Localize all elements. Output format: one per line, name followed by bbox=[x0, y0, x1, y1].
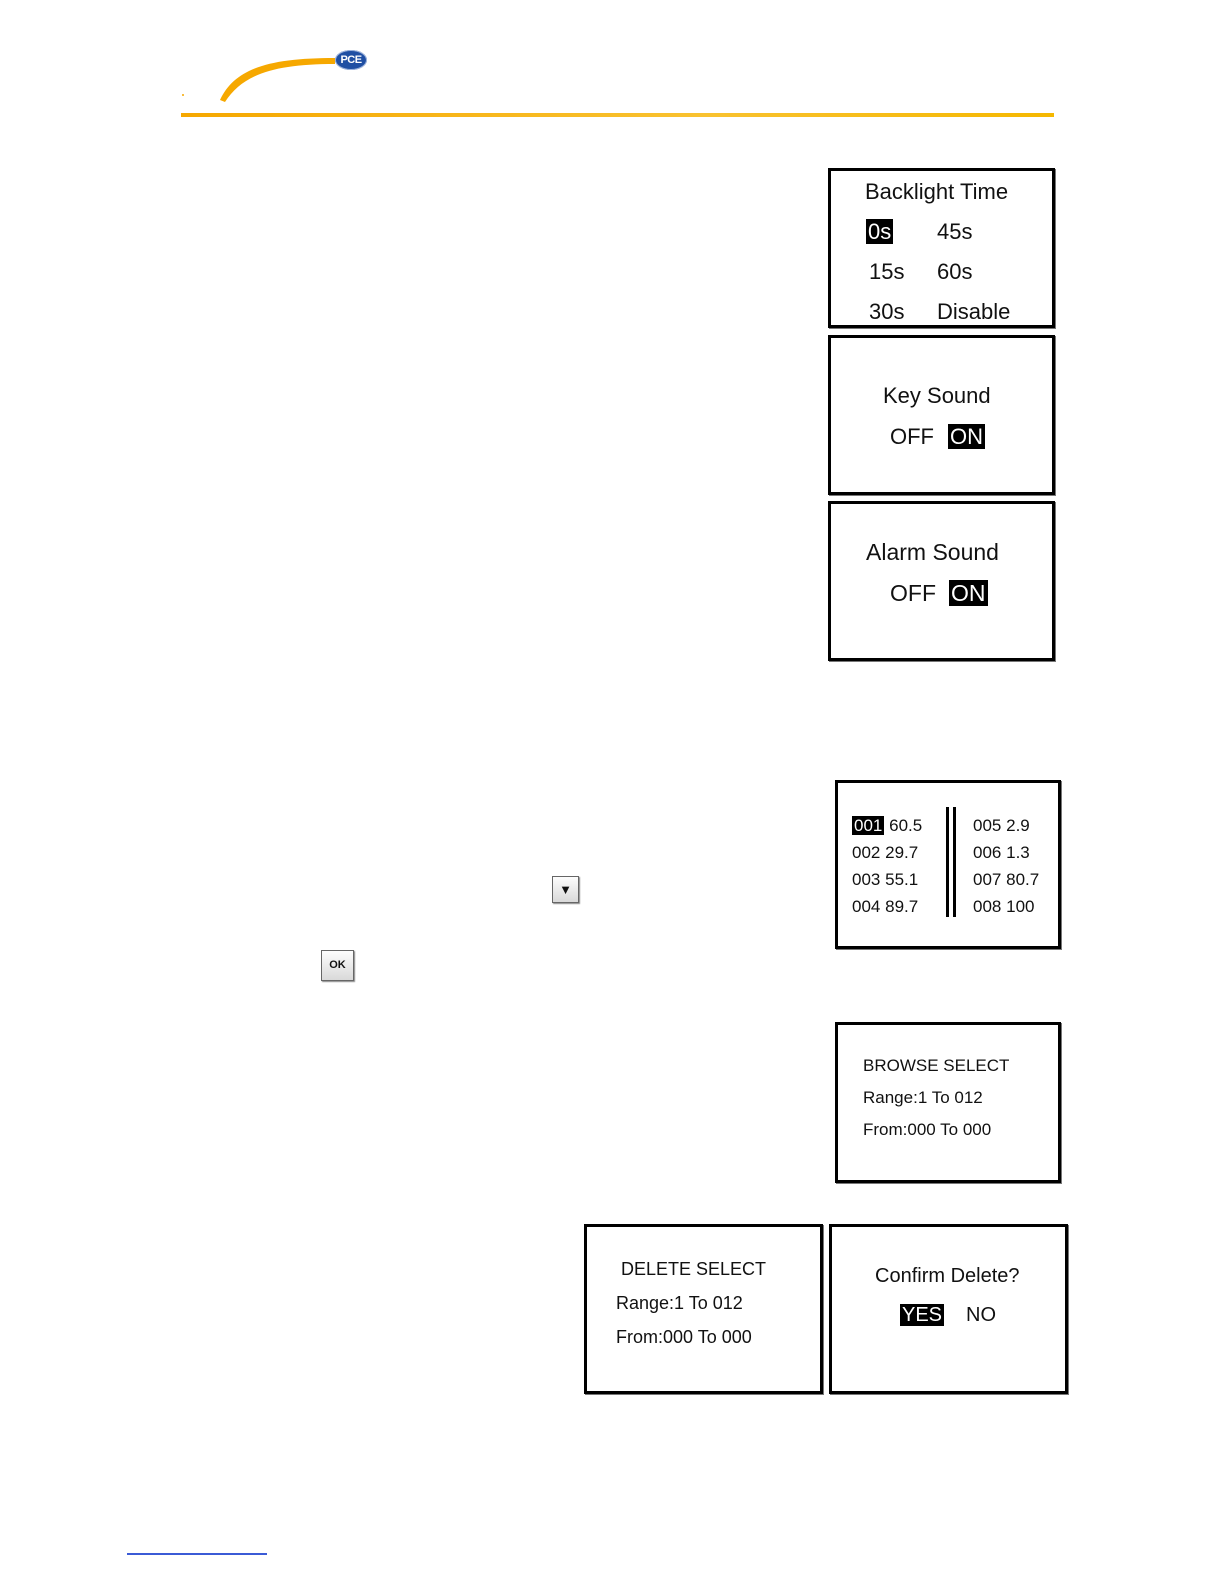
pce-logo-badge: PCE bbox=[335, 50, 367, 70]
down-arrow-icon: ▼ bbox=[552, 876, 579, 903]
browse-title: BROWSE SELECT bbox=[863, 1056, 1010, 1075]
alarm-sound-title: Alarm Sound bbox=[866, 539, 999, 565]
confirm-title: Confirm Delete? bbox=[875, 1265, 1020, 1287]
alarm-sound-on[interactable]: ON bbox=[951, 580, 986, 606]
delete-range: Range:1 To 012 bbox=[616, 1293, 743, 1313]
key-sound-title: Key Sound bbox=[883, 383, 991, 408]
key-sound-off[interactable]: OFF bbox=[890, 424, 934, 449]
backlight-time-screen bbox=[828, 168, 1055, 328]
delete-from: From:000 To 000 bbox=[616, 1327, 752, 1347]
memory-row[interactable]: 006 1.3 bbox=[973, 843, 1030, 862]
memory-row[interactable]: 004 89.7 bbox=[852, 897, 919, 916]
confirm-no[interactable]: NO bbox=[966, 1304, 996, 1326]
key-sound-screen bbox=[828, 335, 1055, 495]
column-divider bbox=[946, 807, 949, 917]
browse-select-screen bbox=[835, 1022, 1061, 1183]
confirm-delete-screen bbox=[829, 1224, 1068, 1394]
memory-row[interactable]: 007 80.7 bbox=[973, 870, 1040, 889]
browse-from: From:000 To 000 bbox=[863, 1120, 992, 1139]
alarm-sound-off[interactable]: OFF bbox=[890, 580, 936, 606]
confirm-yes[interactable]: YES bbox=[902, 1304, 943, 1326]
memory-row[interactable]: 002 29.7 bbox=[852, 843, 919, 862]
backlight-option-45s[interactable]: 45s bbox=[937, 219, 973, 244]
memory-row[interactable]: 001 60.5 bbox=[854, 816, 923, 835]
memory-row[interactable]: 008 100 bbox=[973, 897, 1035, 916]
backlight-option-disable[interactable]: Disable bbox=[937, 299, 1011, 324]
key-sound-on[interactable]: ON bbox=[950, 424, 983, 449]
alarm-sound-screen bbox=[828, 501, 1055, 661]
memory-row[interactable]: 005 2.9 bbox=[973, 816, 1030, 835]
backlight-option-60s[interactable]: 60s bbox=[937, 259, 973, 284]
memory-row[interactable]: 003 55.1 bbox=[852, 870, 919, 889]
delete-title: DELETE SELECT bbox=[621, 1259, 767, 1279]
brand-swoosh-logo bbox=[175, 48, 345, 108]
browse-range: Range:1 To 012 bbox=[863, 1088, 983, 1107]
ok-key-icon: OK bbox=[321, 950, 354, 981]
column-divider bbox=[953, 807, 956, 917]
backlight-option-0s[interactable]: 0s bbox=[868, 219, 892, 244]
footer-link-underline[interactable] bbox=[127, 1553, 267, 1555]
delete-select-screen bbox=[584, 1224, 823, 1394]
backlight-title: Backlight Time bbox=[865, 179, 1009, 204]
header-rule bbox=[181, 113, 1054, 117]
memory-list-screen bbox=[835, 780, 1061, 949]
backlight-option-30s[interactable]: 30s bbox=[869, 299, 905, 324]
backlight-option-15s[interactable]: 15s bbox=[869, 259, 905, 284]
